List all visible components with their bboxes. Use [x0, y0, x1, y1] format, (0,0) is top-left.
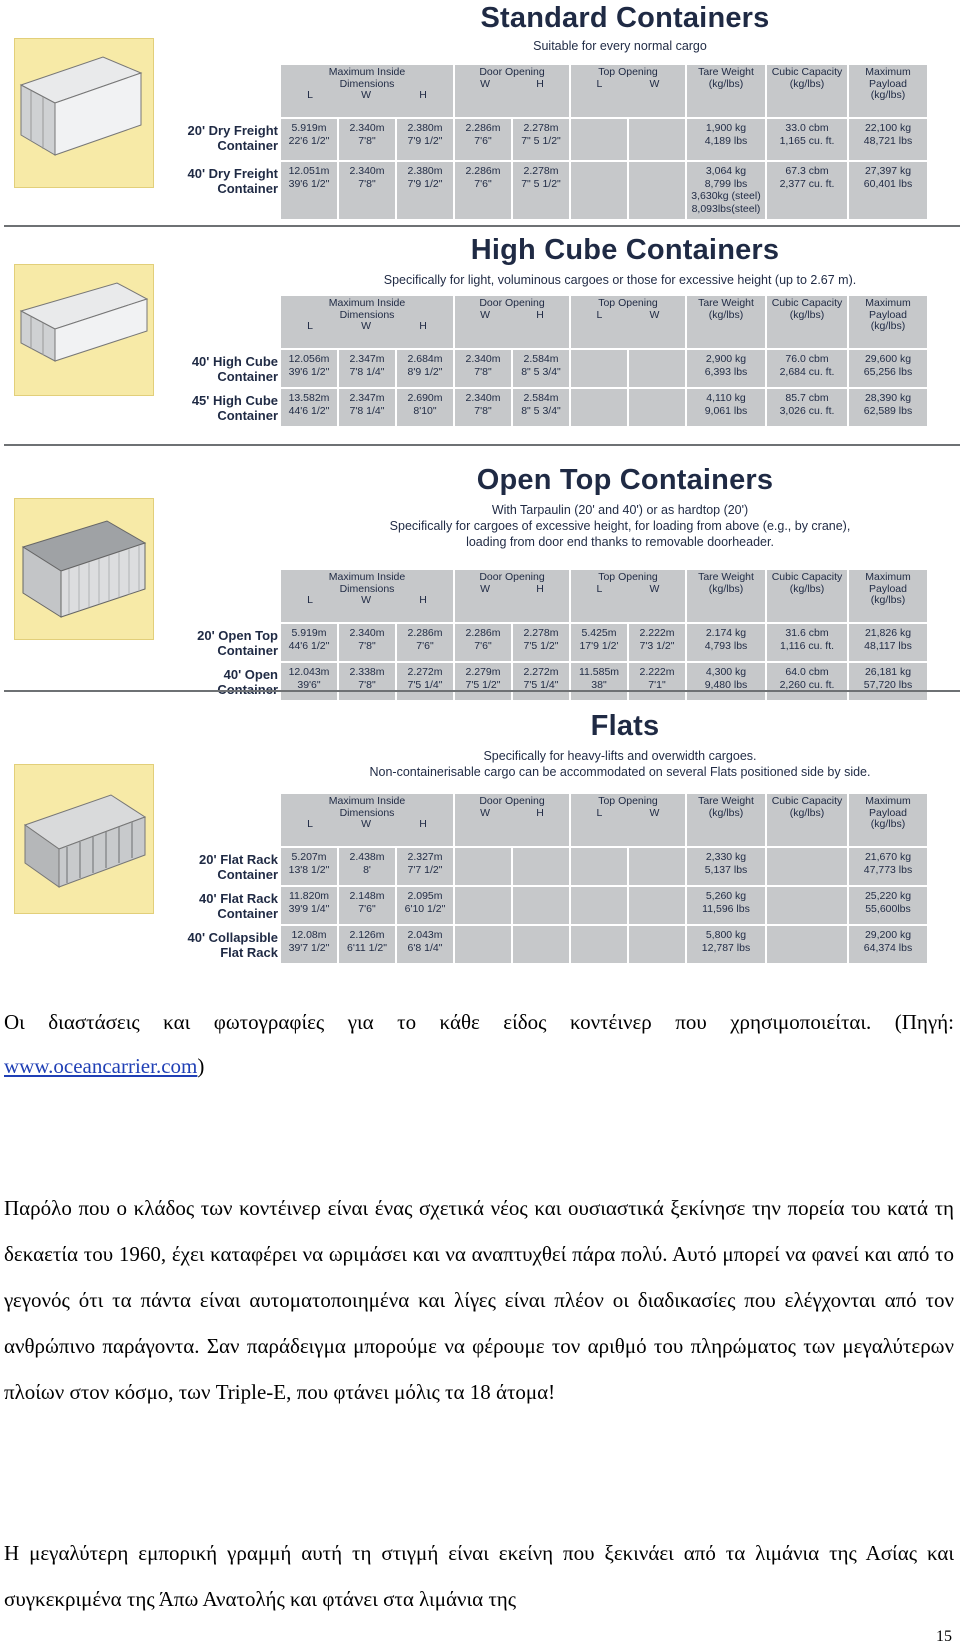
table-cell: 2.340m 7'8" — [339, 624, 395, 661]
table-cell: 2.327m 7'7 1/2" — [397, 848, 453, 885]
table-cell: 2.286m 7'6" — [397, 624, 453, 661]
table-cell: 2.278m 7" 5 1/2" — [513, 162, 569, 219]
table-cell: 13.582m 44'6 1/2" — [281, 389, 337, 426]
table-cell: 5.425m 17'9 1/2' — [571, 624, 627, 661]
header-top-opening: Top Opening L W — [571, 296, 685, 348]
section-subtitle: Suitable for every normal cargo — [533, 39, 707, 53]
table-cell: 2,330 kg 5,137 lbs — [687, 848, 765, 885]
header-cubic-capacity: Cubic Capacity (kg/lbs) — [767, 296, 847, 348]
row-label: 20' Open Top Container — [197, 628, 278, 658]
table-cell: 2.584m 8" 5 3/4" — [513, 389, 569, 426]
table-cell: 5.207m 13'8 1/2" — [281, 848, 337, 885]
header-max-payload: Maximum Payload (kg/lbs) — [849, 794, 927, 846]
table-cell — [767, 887, 847, 924]
table-cell: 85.7 cbm 3,026 cu. ft. — [767, 389, 847, 426]
table-cell: 5,800 kg 12,787 lbs — [687, 926, 765, 963]
table-cell: 21,826 kg 48,117 lbs — [849, 624, 927, 661]
table-cell: 2.278m 7'5 1/2" — [513, 624, 569, 661]
table-cell — [629, 350, 685, 387]
source-link[interactable]: www.oceancarrier.com — [4, 1054, 198, 1078]
header-tare-weight: Tare Weight (kg/lbs) — [687, 65, 765, 117]
table-cell: 2.095m 6'10 1/2" — [397, 887, 453, 924]
table-cell: 2.222m 7'1" — [629, 663, 685, 700]
table-cell: 2.286m 7'6" — [455, 162, 511, 219]
caption-text: Οι διαστάσεις και φωτογραφίες για το κάθε είδος κοντέινερ που χρησιμοποιείται. (Πηγή: — [4, 1010, 954, 1034]
header-door-opening: Door Opening W H — [455, 65, 569, 117]
table-cell: 4,300 kg 9,480 lbs — [687, 663, 765, 700]
row-label: 40' Dry Freight Container — [187, 166, 278, 196]
table-cell: 29,600 kg 65,256 lbs — [849, 350, 927, 387]
table-cell: 29,200 kg 64,374 lbs — [849, 926, 927, 963]
table-cell: 2.690m 8'10" — [397, 389, 453, 426]
table-cell: 33.0 cbm 1,165 cu. ft. — [767, 119, 847, 160]
header-tare-weight: Tare Weight (kg/lbs) — [687, 570, 765, 622]
header-dimensions: Maximum Inside Dimensions L W H — [281, 65, 453, 117]
body-paragraph-2: Η μεγαλύτερη εμπορική γραμμή αυτή τη στιγμή είναι εκείνη που ξεκινάει από τα λιμάνια της Ασίας και συγκεκριμένα της Άπω Ανατολής και φτάνει στα λιμάνια της — [4, 1541, 954, 1611]
table-cell: 2.126m 6'11 1/2" — [339, 926, 395, 963]
header-door-opening: Door Opening W H — [455, 794, 569, 846]
table-cell — [571, 887, 627, 924]
table-cell: 2.222m 7'3 1/2" — [629, 624, 685, 661]
container-photo — [14, 264, 154, 396]
specs-table — [281, 296, 927, 426]
section-divider — [4, 690, 960, 692]
table-cell: 2.340m 7'8" — [339, 119, 395, 160]
standard-containers-section — [0, 0, 960, 225]
table-cell: 2.279m 7'5 1/2" — [455, 663, 511, 700]
page-number: 15 — [936, 1628, 952, 1645]
table-cell: 2.347m 7'8 1/4" — [339, 389, 395, 426]
container-photo — [14, 764, 154, 914]
table-cell: 2.174 kg 4,793 lbs — [687, 624, 765, 661]
header-top-opening: Top Opening L W — [571, 65, 685, 117]
row-label: 40' Open Container — [217, 667, 278, 697]
table-cell — [571, 350, 627, 387]
header-dimensions: Maximum Inside Dimensions L W H — [281, 296, 453, 348]
header-max-payload: Maximum Payload (kg/lbs) — [849, 65, 927, 117]
table-cell: 27,397 kg 60,401 lbs — [849, 162, 927, 219]
row-label: 40' High Cube Container — [191, 354, 278, 384]
table-cell: 12.043m 39'6" — [281, 663, 337, 700]
table-cell: 5,260 kg 11,596 lbs — [687, 887, 765, 924]
table-cell: 26,181 kg 57,720 lbs — [849, 663, 927, 700]
table-cell — [455, 926, 511, 963]
table-cell: 31.6 cbm 1,116 cu. ft. — [767, 624, 847, 661]
section-subtitle: Specifically for heavy-lifts and overwidth cargoes. Non-containerisable cargo can be accommodated on several Flats positioned side by side. — [369, 749, 871, 779]
table-cell — [629, 389, 685, 426]
caption-text-end: ) — [197, 1054, 205, 1078]
header-door-opening: Door Opening W H — [455, 570, 569, 622]
table-cell: 2,900 kg 6,393 lbs — [687, 350, 765, 387]
row-label: 40' Flat Rack Container — [199, 891, 278, 921]
section-title: Standard Containers — [480, 2, 770, 34]
figure-caption — [4, 1000, 954, 1088]
header-door-opening: Door Opening W H — [455, 296, 569, 348]
high-cube-containers-section — [0, 232, 960, 444]
table-cell — [513, 926, 569, 963]
table-cell — [629, 848, 685, 885]
table-cell: 25,220 kg 55,600lbs — [849, 887, 927, 924]
table-cell: 2.043m 6'8 1/4" — [397, 926, 453, 963]
table-cell: 2.148m 7'6" — [339, 887, 395, 924]
header-tare-weight: Tare Weight (kg/lbs) — [687, 296, 765, 348]
table-cell — [629, 162, 685, 219]
table-cell: 2.272m 7'5 1/4" — [513, 663, 569, 700]
table-cell: 2.340m 7'8" — [455, 389, 511, 426]
table-cell: 12.08m 39'7 1/2" — [281, 926, 337, 963]
header-tare-weight: Tare Weight (kg/lbs) — [687, 794, 765, 846]
flats-section — [0, 708, 960, 968]
row-label: 20' Flat Rack Container — [199, 852, 278, 882]
table-cell: 4,110 kg 9,061 lbs — [687, 389, 765, 426]
header-max-payload: Maximum Payload (kg/lbs) — [849, 570, 927, 622]
table-cell: 1,900 kg 4,189 lbs — [687, 119, 765, 160]
table-cell — [629, 887, 685, 924]
section-subtitle: With Tarpaulin (20' and 40') or as hardtop (20') Specifically for cargoes of excessive height, for loading from above (e.g., by crane), loading from door end thanks to removable doorheader. — [389, 503, 851, 549]
table-cell: 22,100 kg 48,721 lbs — [849, 119, 927, 160]
table-cell: 67.3 cbm 2,377 cu. ft. — [767, 162, 847, 219]
table-cell: 11.820m 39'9 1/4" — [281, 887, 337, 924]
row-label: 40' Collapsible Flat Rack — [187, 930, 278, 960]
table-cell — [767, 926, 847, 963]
specs-table — [281, 570, 927, 700]
table-cell — [571, 926, 627, 963]
section-divider — [4, 444, 960, 446]
header-max-payload: Maximum Payload (kg/lbs) — [849, 296, 927, 348]
table-cell: 12.051m 39'6 1/2" — [281, 162, 337, 219]
body-paragraph-1: Παρόλο που ο κλάδος των κοντέινερ είναι ένας σχετικά νέος και ουσιαστικά ξεκίνησε την πορεία του κατά τη δεκαετία του 1960, έχει καταφέρει να ωριμάσει και να αναπτυχθεί πάρα πολύ. Αυτό μπορεί να φανεί και από το γεγονός ότι τα πάντα είναι αυτοματοποιημένα και λίγες είναι πλέον οι διαδικασίες που ελέγχονται από τον ανθρώπινο παράγοντα. Σαν παράδειγμα μπορούμε να φέρουμε τον αριθμό του πληρώματος των μεγαλύτερων πλοίων στον κόσμο, των Triple-E, που φτάνει μόλις τα 18 άτομα! — [4, 1196, 954, 1404]
table-cell: 11.585m 38" — [571, 663, 627, 700]
container-photo — [14, 498, 154, 640]
header-top-opening: Top Opening L W — [571, 570, 685, 622]
section-title: Flats — [590, 710, 660, 742]
table-cell: 76.0 cbm 2,684 cu. ft. — [767, 350, 847, 387]
table-cell — [571, 389, 627, 426]
table-cell: 2.347m 7'8 1/4" — [339, 350, 395, 387]
section-title: Open Top Containers — [476, 464, 774, 496]
header-top-opening: Top Opening L W — [571, 794, 685, 846]
header-cubic-capacity: Cubic Capacity (kg/lbs) — [767, 570, 847, 622]
header-cubic-capacity: Cubic Capacity (kg/lbs) — [767, 65, 847, 117]
table-cell: 5.919m 22'6 1/2" — [281, 119, 337, 160]
header-cubic-capacity: Cubic Capacity (kg/lbs) — [767, 794, 847, 846]
specs-table — [281, 794, 927, 963]
table-cell: 2.278m 7" 5 1/2" — [513, 119, 569, 160]
table-cell — [571, 119, 627, 160]
table-cell — [455, 848, 511, 885]
table-cell — [513, 887, 569, 924]
table-cell — [571, 848, 627, 885]
table-cell: 21,670 kg 47,773 lbs — [849, 848, 927, 885]
row-label: 45' High Cube Container — [191, 393, 278, 423]
table-cell — [513, 848, 569, 885]
header-dimensions: Maximum Inside Dimensions L W H — [281, 794, 453, 846]
table-cell: 2.272m 7'5 1/4" — [397, 663, 453, 700]
table-cell: 3,064 kg 8,799 lbs 3,630kg (steel) 8,093lbs(steel) — [687, 162, 765, 219]
table-cell: 5.919m 44'6 1/2" — [281, 624, 337, 661]
table-cell: 2.380m 7'9 1/2" — [397, 162, 453, 219]
table-cell: 2.340m 7'8" — [339, 162, 395, 219]
table-cell: 2.380m 7'9 1/2" — [397, 119, 453, 160]
table-cell: 2.286m 7'6" — [455, 119, 511, 160]
table-cell: 2.286m 7'6" — [455, 624, 511, 661]
table-cell — [767, 848, 847, 885]
table-cell — [629, 926, 685, 963]
table-cell — [455, 887, 511, 924]
table-cell: 2.684m 8'9 1/2" — [397, 350, 453, 387]
row-label: 20' Dry Freight Container — [187, 123, 278, 153]
table-cell: 28,390 kg 62,589 lbs — [849, 389, 927, 426]
table-cell: 2.584m 8" 5 3/4" — [513, 350, 569, 387]
container-photo — [14, 38, 154, 188]
open-top-containers-section — [0, 462, 960, 697]
table-cell — [629, 119, 685, 160]
section-subtitle: Specifically for light, voluminous cargoes or those for excessive height (up to 2.67 m). — [383, 273, 857, 287]
table-cell: 64.0 cbm 2,260 cu. ft. — [767, 663, 847, 700]
table-cell: 12.056m 39'6 1/2" — [281, 350, 337, 387]
section-divider — [4, 225, 960, 227]
table-cell: 2.338m 7'8" — [339, 663, 395, 700]
specs-table — [281, 65, 927, 219]
table-cell — [571, 162, 627, 219]
section-title: High Cube Containers — [470, 234, 780, 266]
table-cell: 2.438m 8' — [339, 848, 395, 885]
header-dimensions: Maximum Inside Dimensions L W H — [281, 570, 453, 622]
table-cell: 2.340m 7'8" — [455, 350, 511, 387]
